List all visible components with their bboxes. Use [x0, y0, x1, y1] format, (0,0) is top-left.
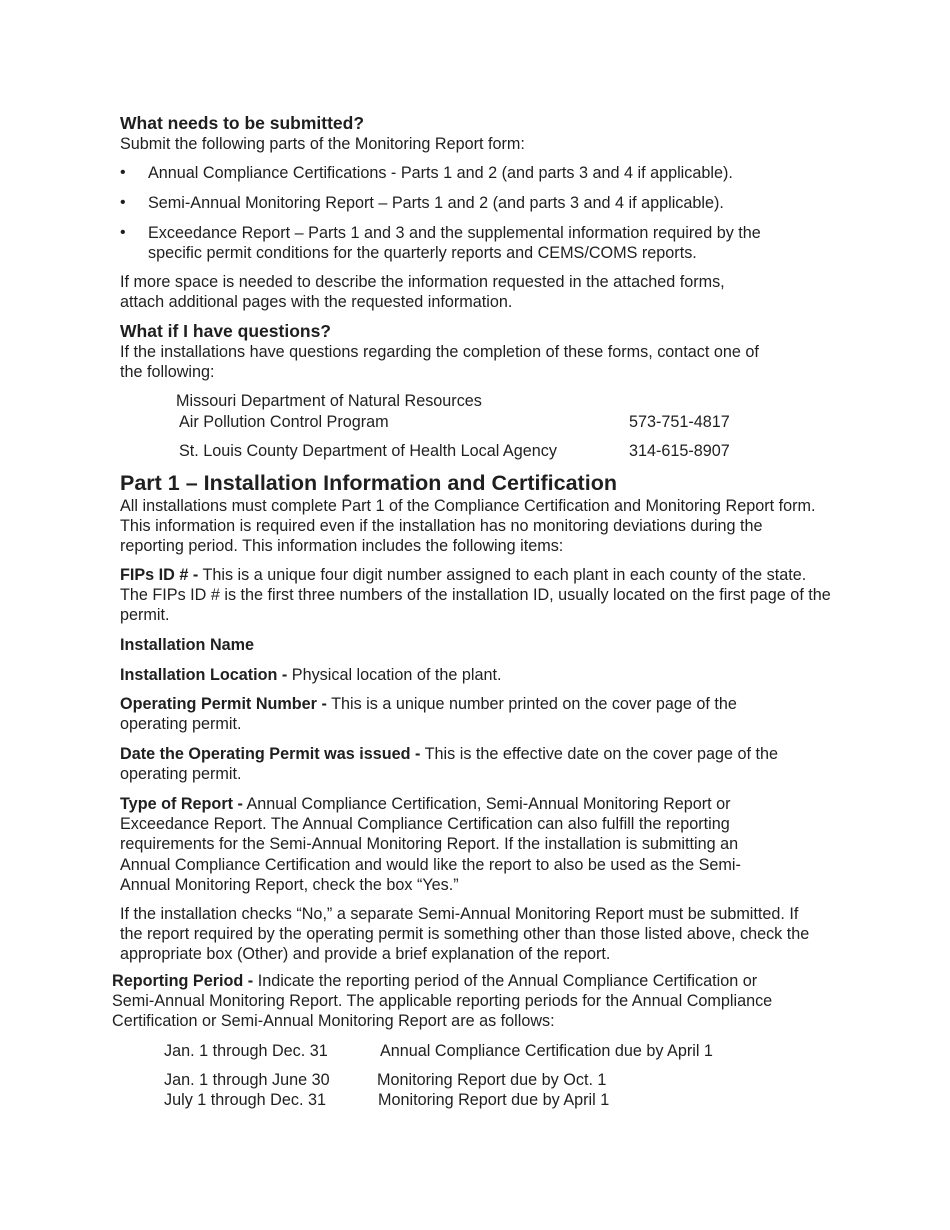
- location-paragraph: [120, 665, 835, 685]
- submit-intro: Submit the following parts of the Monitoring Report form:: [120, 135, 525, 153]
- report-type-label: Type of Report -: [120, 795, 243, 813]
- contact-stlouis-org: St. Louis County Department of Health Local Agency: [179, 442, 557, 460]
- fips-label: FIPs ID # -: [120, 566, 199, 584]
- fips-text: This is a unique four digit number assigned to each plant in each county of the state. The FIPs ID # is the first three numbers of the installation ID, usually located on the first page of the permit.: [120, 566, 831, 625]
- period-range-first-half: Jan. 1 through June 30: [164, 1071, 330, 1089]
- contact-dnr-program: Air Pollution Control Program: [179, 413, 389, 431]
- permit-date-label: Date the Operating Permit was issued -: [120, 745, 421, 763]
- contact-stlouis-phone: 314-615-8907: [629, 442, 730, 460]
- installation-name-label: Installation Name: [120, 636, 255, 654]
- permit-date-paragraph: [120, 744, 825, 784]
- reporting-period-label: Reporting Period -: [112, 972, 254, 990]
- installation-name-paragraph: [120, 635, 835, 655]
- report-type-text: Annual Compliance Certification, Semi-Annual Monitoring Report or Exceedance Report. The Annual Compliance Certification can also fulfill the reporting requirements for the Semi-Annual Monitoring Report. If the installation is submitting an Annual Compliance Certification and would like the report to also be used as the Semi-Annual Monitoring Report, check the box “Yes.”: [120, 795, 741, 894]
- location-text: Physical location of the plant.: [287, 666, 502, 684]
- permit-number-text: This is a unique number printed on the cover page of the operating permit.: [120, 695, 737, 734]
- bullet-item-annual: Annual Compliance Certifications - Parts 1 and 2 (and parts 3 and 4 if applicable).: [148, 164, 733, 182]
- period-due-annual: Annual Compliance Certification due by April 1: [380, 1042, 713, 1060]
- contact-dnr-phone: 573-751-4817: [629, 413, 730, 431]
- report-type-paragraph: [120, 794, 782, 895]
- bullet-item-semiannual: Semi-Annual Monitoring Report – Parts 1 and 2 (and parts 3 and 4 if applicable).: [148, 194, 724, 212]
- fips-paragraph: [120, 565, 832, 626]
- bullet-marker: •: [120, 224, 126, 241]
- part1-heading: Part 1 – Installation Information and Certification: [120, 471, 617, 495]
- contact-dnr-org: Missouri Department of Natural Resources: [176, 392, 482, 410]
- checks-no-paragraph: If the installation checks “No,” a separate Semi-Annual Monitoring Report must be submitted. If the report required by the operating permit is something other than those listed above, check the appropriate box (Other) and provide a brief explanation of the report.: [120, 905, 810, 964]
- location-label: Installation Location -: [120, 666, 288, 684]
- part1-intro: All installations must complete Part 1 of the Compliance Certification and Monitoring Report form. This information is required even if the installation has no monitoring deviations during the reporting period. This information includes the following items:: [120, 497, 816, 556]
- period-due-second-half: Monitoring Report due by April 1: [378, 1091, 610, 1109]
- bullet-marker: •: [120, 164, 126, 181]
- more-space-note: If more space is needed to describe the information requested in the attached forms, attach additional pages with the requested information.: [120, 273, 725, 312]
- period-range-second-half: July 1 through Dec. 31: [164, 1091, 326, 1109]
- permit-number-paragraph: [120, 694, 760, 734]
- reporting-period-paragraph: [112, 971, 802, 1032]
- submit-heading: What needs to be submitted?: [120, 113, 365, 133]
- bullet-item-exceedance: Exceedance Report – Parts 1 and 3 and the supplemental information required by the specific permit conditions for the quarterly reports and CEMS/COMS reports.: [148, 224, 761, 263]
- permit-number-label: Operating Permit Number -: [120, 695, 327, 713]
- period-range-annual: Jan. 1 through Dec. 31: [164, 1042, 328, 1060]
- permit-date-text: This is the effective date on the cover page of the operating permit.: [120, 745, 779, 784]
- questions-intro: If the installations have questions regarding the completion of these forms, contact one of the following:: [120, 343, 759, 382]
- reporting-period-text: Indicate the reporting period of the Annual Compliance Certification or Semi-Annual Monitoring Report. The applicable reporting periods for the Annual Compliance Certification or Semi-Annual Monitoring Report are as follows:: [112, 972, 773, 1031]
- bullet-marker: •: [120, 194, 126, 211]
- questions-heading: What if I have questions?: [120, 321, 331, 341]
- period-due-first-half: Monitoring Report due by Oct. 1: [377, 1071, 607, 1089]
